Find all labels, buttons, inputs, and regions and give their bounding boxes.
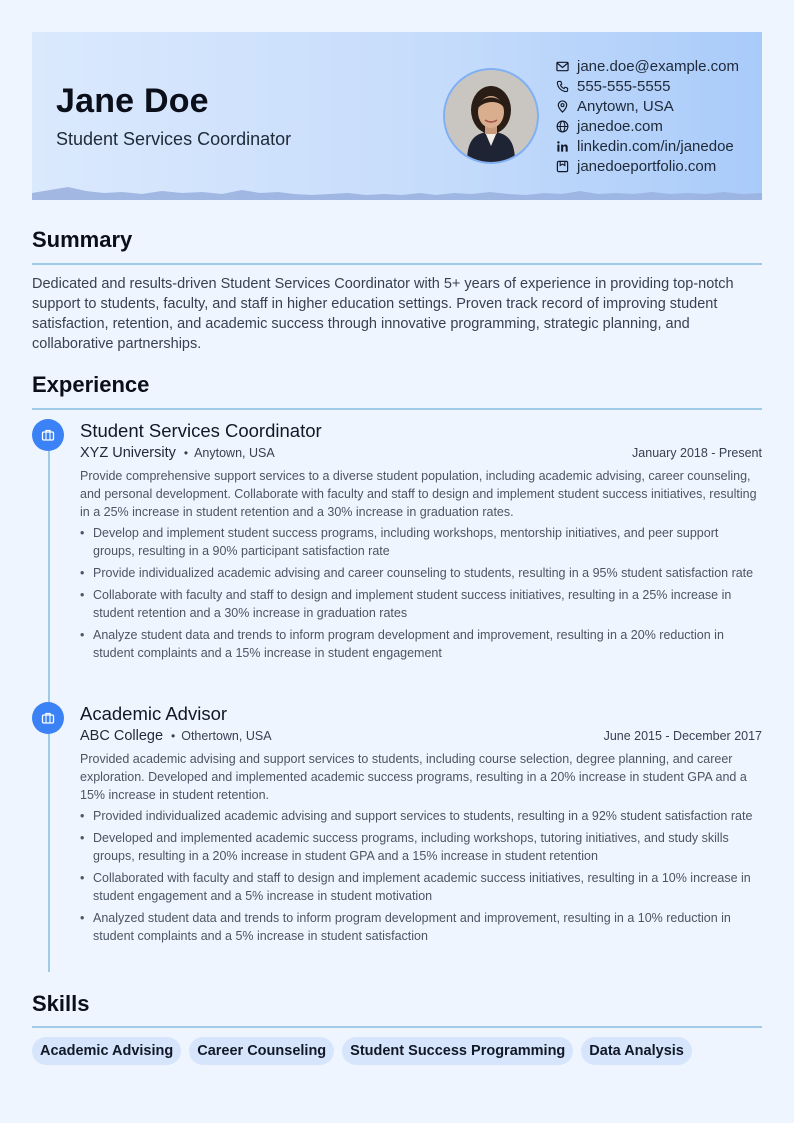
phone-icon: [556, 80, 569, 93]
job-location: Anytown, USA: [194, 446, 275, 460]
list-item: • Analyzed student data and trends to inform program development and improvement, resulting in a 10% reduction in student complaints and a 5% increase in student satisfaction: [80, 909, 762, 945]
separator-dot: •: [183, 446, 189, 460]
list-item: • Developed and implemented academic success programs, including workshops, tutoring initiatives, and study skills groups, resulting in a 20% increase in student GPA and a 15% increase in student retention: [80, 829, 762, 865]
phone-text: 555-555-5555: [577, 77, 671, 95]
skill-chip: Career Counseling: [189, 1037, 334, 1065]
briefcase-icon: [32, 702, 64, 734]
profile-photo: [443, 68, 539, 164]
portfolio-text: janedoeportfolio.com: [577, 157, 717, 175]
job-entry: [80, 701, 762, 949]
candidate-name: Jane Doe: [56, 82, 209, 120]
contact-website[interactable]: [556, 116, 739, 136]
list-item: • Analyze student data and trends to inform program development and improvement, resulting in a 20% reduction in student complaints and a 15% increase in student engagement: [80, 626, 762, 662]
list-item: • Collaborated with faculty and staff to design and implement academic success initiatives, resulting in a 10% increase in student engagement and a 5% increase in student motivation: [80, 869, 762, 905]
contact-phone[interactable]: [556, 76, 739, 96]
skills-heading: Skills: [32, 991, 90, 1016]
job-title: Student Services Coordinator: [80, 420, 322, 441]
job-description: Provide comprehensive support services to a diverse student population, including academic advising, career counseling, and personal development. Collaborate with faculty and staff to design and implement student success initiatives, resulting in a 25% increase in student retention and a 30% increase in graduation rates.: [80, 469, 757, 519]
globe-icon: [556, 120, 569, 133]
summary-divider: [32, 263, 762, 265]
contact-portfolio[interactable]: [556, 156, 739, 176]
experience-heading: Experience: [32, 372, 150, 397]
summary-heading: Summary: [32, 227, 133, 252]
job-dates: June 2015 - December 2017: [603, 729, 762, 743]
job-title: Academic Advisor: [80, 703, 228, 724]
job-location: Othertown, USA: [181, 729, 272, 743]
website-text: janedoe.com: [577, 117, 663, 135]
candidate-title: Student Services Coordinator: [56, 129, 292, 149]
experience-divider: [32, 408, 762, 410]
job-bullets: [80, 524, 762, 662]
job-organization: ABC College: [80, 728, 164, 744]
skills-divider: [32, 1026, 762, 1028]
header-banner: [32, 32, 762, 200]
contact-location: [556, 96, 739, 116]
job-meta: [80, 444, 762, 466]
contact-list: [556, 56, 739, 176]
briefcase-icon: [32, 419, 64, 451]
list-item: • Collaborate with faculty and staff to design and implement student success initiatives, resulting in a 25% increase in student retention and a 30% increase in graduation rates: [80, 586, 762, 622]
job-description: Provided academic advising and support services to students, including course selection, degree planning, and career exploration. Developed and implemented academic success programs, resulting in a 20% increase in student GPA and a 15% increase in student retention.: [80, 752, 747, 802]
job-organization: XYZ University: [80, 445, 176, 461]
skill-chip: Student Success Programming: [342, 1037, 573, 1065]
email-text: jane.doe@example.com: [577, 57, 739, 75]
list-item: • Provided individualized academic advising and support services to students, resulting in a 92% student satisfaction rate: [80, 807, 762, 825]
skill-chip: Data Analysis: [581, 1037, 692, 1065]
skills-list: [32, 1037, 700, 1065]
job-meta: [80, 727, 762, 749]
portfolio-icon: [556, 160, 569, 173]
list-item: • Provide individualized academic advising and career counseling to students, resulting in a 95% student satisfaction rate: [80, 564, 762, 582]
linkedin-icon: [556, 140, 569, 153]
wave-decoration: [32, 184, 762, 200]
list-item: • Develop and implement student success programs, including workshops, mentorship initiatives, and peer support groups, resulting in a 90% participant satisfaction rate: [80, 524, 762, 560]
summary-text: Dedicated and results-driven Student Services Coordinator with 5+ years of experience in providing top-notch support to students, faculty, and staff in higher education settings. Proven track record of improving student satisfaction, retention, and academic success through innovative programming, strategic planning, and collaborative partnerships.: [32, 276, 734, 352]
skill-chip: Academic Advising: [32, 1037, 181, 1065]
job-bullets: [80, 807, 762, 945]
mail-icon: [556, 60, 569, 73]
contact-linkedin[interactable]: [556, 136, 739, 156]
job-dates: January 2018 - Present: [632, 446, 762, 460]
separator-dot: •: [171, 729, 176, 743]
location-pin-icon: [556, 100, 569, 113]
linkedin-text: linkedin.com/in/janedoe: [577, 137, 734, 155]
contact-email[interactable]: [556, 56, 739, 76]
job-entry: [80, 418, 762, 666]
location-text: Anytown, USA: [577, 97, 674, 115]
